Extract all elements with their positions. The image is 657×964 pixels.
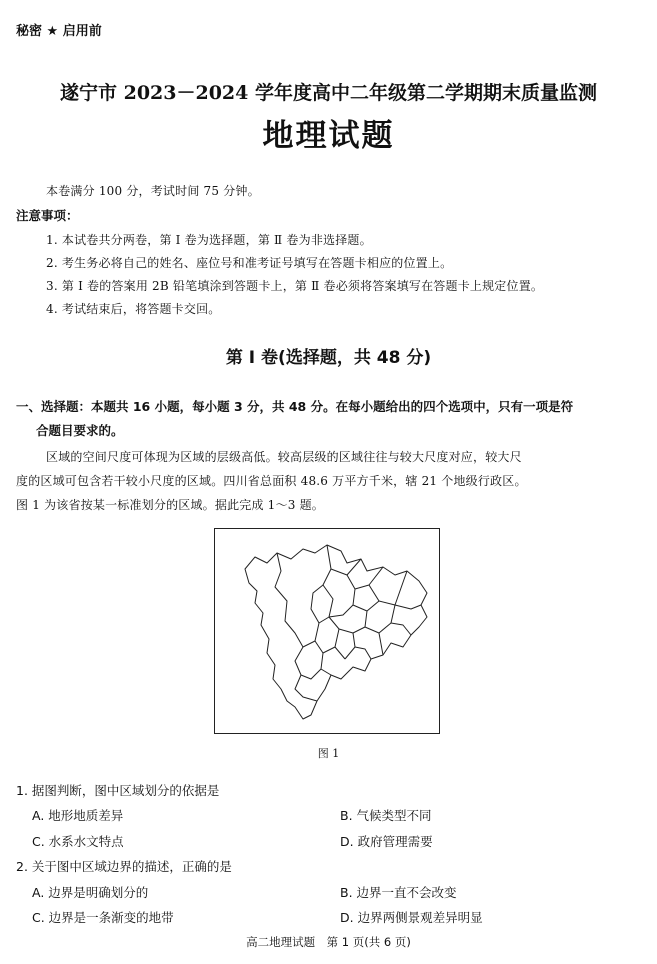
note-item: 2. 考生务必将自己的姓名、座位号和准考证号填写在答题卡相应的位置上。	[46, 256, 453, 270]
note-item: 1. 本试卷共分两卷，第 Ⅰ 卷为选择题，第 Ⅱ 卷为非选择题。	[46, 233, 372, 247]
answer-option: C. 水系水文特点	[32, 834, 124, 849]
sichuan-region-map	[215, 529, 439, 733]
score-line: 本卷满分 100 分，考试时间 75 分钟。	[46, 184, 260, 198]
answer-option: B. 边界一直不会改变	[340, 885, 457, 900]
answer-option: B. 气候类型不同	[340, 808, 432, 823]
passage-line: 图 1 为该省按某一标准划分的区域。据此完成 1～3 题。	[16, 498, 324, 512]
exam-title: 遂宁市 2023－2024 学年度高中二年级第二学期期末质量监测	[60, 82, 597, 104]
section-title: 第 Ⅰ 卷(选择题，共 48 分)	[225, 348, 432, 368]
confidential-label: 秘密 ★ 启用前	[16, 24, 102, 39]
notes-heading: 注意事项：	[16, 208, 79, 223]
section-instruction: 一、选择题：本题共 16 小题，每小题 3 分，共 48 分。在每小题给出的四个选项中，只有一项是符	[16, 399, 574, 414]
question-stem: 1. 据图判断，图中区域划分的依据是	[16, 783, 220, 798]
section-instruction-cont: 合题目要求的。	[36, 423, 124, 438]
note-item: 3. 第 Ⅰ 卷的答案用 2B 铅笔填涂到答题卡上，第 Ⅱ 卷必须将答案填写在答题卡上规定位置。	[46, 279, 544, 293]
answer-option: A. 地形地质差异	[32, 808, 124, 823]
page-footer: 高二地理试题 第 1 页(共 6 页)	[246, 935, 411, 949]
question-stem: 2. 关于图中区域边界的描述，正确的是	[16, 859, 232, 874]
answer-option: D. 政府管理需要	[340, 834, 433, 849]
answer-option: A. 边界是明确划分的	[32, 885, 149, 900]
answer-option: C. 边界是一条渐变的地带	[32, 910, 174, 925]
figure-caption: 图 1	[317, 747, 340, 760]
note-item: 4. 考试结束后，将答题卡交回。	[46, 302, 221, 316]
answer-option: D. 边界两侧景观差异明显	[340, 910, 483, 925]
passage-line: 度的区域可包含若干较小尺度的区域。四川省总面积 48.6 万平方千米，辖 21 个地级行政区。	[16, 474, 527, 488]
passage-line: 区域的空间尺度可体现为区域的层级高低。较高层级的区域往往与较大尺度对应，较大尺	[46, 450, 522, 464]
subject-title: 地理试题	[262, 118, 395, 154]
region-map-figure	[214, 528, 440, 734]
